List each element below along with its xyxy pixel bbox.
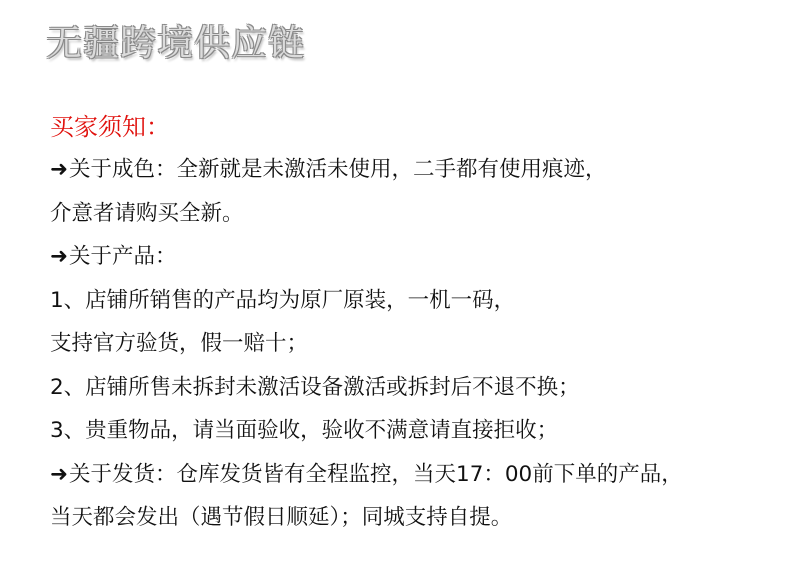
arrow-right-icon: ➜ bbox=[50, 157, 69, 182]
notice-line-product-1 bbox=[50, 279, 780, 323]
notice-line-condition-cont bbox=[50, 192, 780, 236]
notice-line-text: 2、店铺所售未拆封未激活设备激活或拆封后不退不换； bbox=[50, 374, 580, 400]
notice-line-text: 支持官方验货，假一赔十； bbox=[50, 331, 309, 356]
notice-line-product bbox=[50, 235, 780, 279]
notice-line-text: 1、店铺所销售的产品均为原厂原装，一机一码， bbox=[50, 287, 516, 313]
notice-line-shipping bbox=[50, 453, 780, 497]
notice-line-text: 关于产品： bbox=[69, 244, 177, 269]
notice-line-product-1-cont bbox=[50, 322, 780, 366]
brand-watermark: 无疆跨境供应链 bbox=[46, 23, 306, 64]
notice-line-text: 3、贵重物品，请当面验收，验收不满意请直接拒收； bbox=[50, 418, 559, 443]
arrow-right-icon: ➜ bbox=[50, 244, 69, 269]
notice-line-text: 当天都会发出（遇节假日顺延）；同城支持自提。 bbox=[50, 505, 513, 530]
buyer-notice bbox=[50, 110, 780, 540]
notice-line-text: 介意者请购买全新。 bbox=[50, 200, 244, 226]
notice-line-product-3 bbox=[50, 409, 780, 453]
notice-title: 买家须知： bbox=[50, 113, 170, 141]
arrow-right-icon: ➜ bbox=[50, 461, 69, 487]
notice-line-condition bbox=[50, 148, 780, 192]
notice-line-text: 关于发货：仓库发货皆有全程监控，当天17：00前下单的产品， bbox=[69, 461, 683, 487]
notice-line-text: 关于成色：全新就是未激活未使用，二手都有使用痕迹， bbox=[69, 157, 607, 182]
notice-line-shipping-cont bbox=[50, 496, 780, 540]
notice-line-product-2 bbox=[50, 366, 780, 410]
